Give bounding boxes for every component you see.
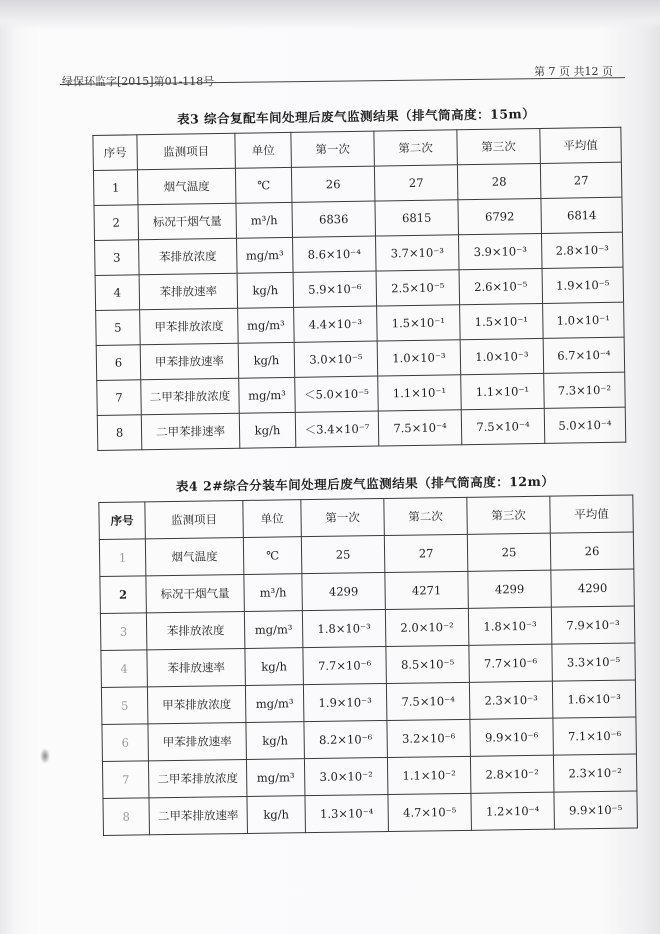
cell-index: 5: [101, 687, 148, 725]
table4-col-unit: 单位: [243, 500, 302, 538]
table3-col-index: 序号: [93, 135, 138, 171]
cell-index: 2: [100, 576, 147, 614]
cell-item: 苯排放浓度: [139, 238, 238, 275]
cell-third: 3.9×10⁻³: [458, 233, 542, 269]
table4-col-first: 第一次: [301, 499, 385, 537]
cell-third: 1.8×10⁻³: [468, 607, 552, 645]
cell-item: 苯排放速率: [147, 648, 246, 686]
table4-block: [98, 471, 637, 836]
cell-third: 7.7×10⁻⁶: [469, 644, 553, 682]
table3-col-average: 平均值: [540, 127, 622, 163]
cell-average: 6814: [541, 197, 623, 233]
cell-first: 26: [291, 166, 375, 202]
cell-third: 6792: [458, 198, 542, 234]
cell-second: 27: [384, 534, 468, 572]
table3-block: [92, 103, 625, 451]
cell-item: 烟气温度: [145, 537, 244, 575]
cell-first: 8.2×10⁻⁶: [304, 720, 388, 758]
scan-smudge: [40, 748, 50, 764]
cell-first: 3.0×10⁻²: [304, 757, 388, 795]
cell-first: 5.9×10⁻⁶: [293, 271, 377, 307]
cell-first: 4.4×10⁻³: [294, 306, 378, 342]
cell-third: 1.5×10⁻¹: [460, 303, 544, 339]
cell-item: 标况干烟气量: [146, 574, 245, 612]
cell-index: 2: [94, 205, 139, 241]
cell-unit: kg/h: [245, 648, 304, 686]
table4-col-average: 平均值: [550, 495, 634, 533]
cell-unit: mg/m³: [238, 307, 295, 343]
cell-average: 3.3×10⁻⁵: [552, 643, 636, 681]
cell-third: 2.8×10⁻²: [470, 755, 554, 793]
cell-index: 4: [95, 275, 140, 311]
cell-second: 4271: [385, 571, 469, 609]
cell-second: 2.5×10⁻⁵: [376, 270, 460, 306]
cell-index: 6: [102, 724, 149, 762]
scan-top-edge: [0, 0, 660, 30]
cell-second: 2.0×10⁻²: [385, 608, 469, 646]
cell-item: 甲苯排放速率: [148, 722, 247, 760]
cell-first: 8.6×10⁻⁴: [293, 236, 377, 272]
cell-second: 3.7×10⁻³: [375, 235, 459, 271]
cell-item: 苯排放浓度: [146, 611, 245, 649]
cell-third: 2.3×10⁻³: [469, 681, 553, 719]
table4-col-item: 监测项目: [145, 500, 244, 538]
cell-index: 1: [93, 170, 138, 206]
cell-index: 6: [96, 345, 141, 381]
cell-third: 2.6×10⁻⁵: [459, 268, 543, 304]
table3-caption: 表3 综合复配车间处理后废气监测结果（排气筒高度：15m）: [176, 106, 536, 127]
cell-average: 4290: [551, 569, 635, 607]
cell-average: 27: [540, 162, 622, 198]
cell-item: 苯排放速率: [139, 273, 238, 310]
cell-second: 1.1×10⁻¹: [378, 375, 462, 411]
cell-first: 6836: [292, 201, 376, 237]
cell-third: 1.1×10⁻¹: [461, 373, 545, 409]
cell-unit: kg/h: [247, 796, 306, 834]
table3-col-third: 第三次: [457, 128, 541, 164]
table3: [92, 127, 626, 451]
cell-second: 1.5×10⁻¹: [377, 305, 461, 341]
cell-first: 3.0×10⁻⁵: [294, 341, 378, 377]
cell-unit: ℃: [243, 537, 302, 575]
cell-item: 甲苯排放浓度: [140, 308, 239, 345]
cell-average: 1.0×10⁻¹: [543, 302, 625, 338]
cell-average: 7.3×10⁻²: [544, 372, 626, 408]
cell-third: 7.5×10⁻⁴: [461, 408, 545, 444]
table4-col-index: 序号: [99, 502, 146, 540]
cell-average: 2.3×10⁻²: [553, 754, 637, 792]
cell-item: 二甲苯排放浓度: [141, 378, 240, 415]
page-indicator: 第 7 页 共12 页: [534, 65, 613, 78]
cell-item: 标况干烟气量: [138, 203, 237, 240]
cell-unit: mg/m³: [237, 237, 294, 273]
document-reference: 绿保环监字[2015]第01-118号: [62, 75, 215, 88]
cell-index: 7: [102, 761, 149, 799]
cell-second: 1.1×10⁻²: [387, 756, 471, 794]
cell-second: 3.2×10⁻⁶: [387, 719, 471, 757]
cell-index: 7: [97, 380, 142, 416]
cell-unit: mg/m³: [246, 759, 305, 797]
cell-second: 7.5×10⁻⁴: [386, 682, 470, 720]
cell-second: 6815: [375, 200, 459, 236]
table4-col-third: 第三次: [467, 496, 551, 534]
cell-first: ＜5.0×10⁻⁵: [295, 376, 379, 412]
cell-first: 25: [301, 536, 385, 574]
cell-average: 9.9×10⁻⁵: [554, 791, 638, 829]
cell-item: 甲苯排放速率: [140, 343, 239, 380]
cell-index: 8: [97, 415, 142, 451]
cell-item: 二甲苯排放速率: [149, 796, 248, 834]
cell-first: 1.9×10⁻³: [303, 683, 387, 721]
cell-average: 5.0×10⁻⁴: [544, 407, 626, 443]
cell-item: 烟气温度: [137, 168, 236, 205]
cell-index: 5: [96, 310, 141, 346]
table3-col-first: 第一次: [291, 131, 375, 167]
cell-unit: kg/h: [239, 412, 296, 448]
cell-index: 1: [99, 539, 146, 577]
cell-average: 7.9×10⁻³: [551, 606, 635, 644]
cell-second: 27: [374, 165, 458, 201]
cell-unit: kg/h: [238, 342, 295, 378]
cell-first: ＜3.4×10⁻⁷: [295, 411, 379, 447]
cell-first: 1.3×10⁻⁴: [305, 794, 389, 832]
cell-index: 8: [103, 798, 150, 836]
cell-third: 28: [457, 163, 541, 199]
cell-average: 1.6×10⁻³: [552, 680, 636, 718]
cell-third: 1.0×10⁻³: [460, 338, 544, 374]
table4-col-second: 第二次: [384, 497, 468, 535]
cell-first: 4299: [302, 573, 386, 611]
table4: [98, 495, 638, 836]
cell-unit: kg/h: [246, 722, 305, 760]
cell-second: 1.0×10⁻³: [377, 340, 461, 376]
cell-index: 4: [101, 650, 148, 688]
table3-col-unit: 单位: [235, 132, 292, 168]
cell-item: 甲苯排放浓度: [147, 685, 246, 723]
cell-second: 7.5×10⁻⁴: [378, 410, 462, 446]
cell-average: 6.7×10⁻⁴: [543, 337, 625, 373]
table-row: [97, 407, 625, 450]
cell-third: 9.9×10⁻⁶: [470, 718, 554, 756]
cell-index: 3: [95, 240, 140, 276]
cell-average: 26: [550, 532, 634, 570]
cell-item: 二甲苯排速率: [141, 413, 240, 450]
cell-second: 8.5×10⁻⁵: [386, 645, 470, 683]
cell-average: 7.1×10⁻⁶: [553, 717, 637, 755]
table-row: [103, 791, 637, 835]
cell-unit: m³/h: [236, 202, 293, 238]
cell-third: 4299: [468, 570, 552, 608]
cell-index: 3: [100, 613, 147, 651]
cell-first: 7.7×10⁻⁶: [303, 646, 387, 684]
cell-average: 2.8×10⁻³: [541, 232, 623, 268]
cell-third: 25: [467, 533, 551, 571]
cell-third: 1.2×10⁻⁴: [471, 792, 555, 830]
cell-unit: mg/m³: [239, 377, 296, 413]
table3-col-item: 监测项目: [137, 133, 236, 170]
table4-caption: 表4 2#综合分装车间处理后废气监测结果（排气筒高度：12m）: [175, 473, 555, 494]
cell-unit: kg/h: [237, 272, 294, 308]
cell-average: 1.9×10⁻⁵: [542, 267, 624, 303]
cell-unit: m³/h: [244, 574, 303, 612]
cell-item: 二甲苯排放浓度: [148, 759, 247, 797]
cell-unit: mg/m³: [245, 685, 304, 723]
cell-second: 4.7×10⁻⁵: [388, 793, 472, 831]
cell-unit: mg/m³: [244, 611, 303, 649]
table3-col-second: 第二次: [374, 130, 458, 166]
cell-unit: ℃: [235, 167, 292, 203]
cell-first: 1.8×10⁻³: [302, 610, 386, 648]
